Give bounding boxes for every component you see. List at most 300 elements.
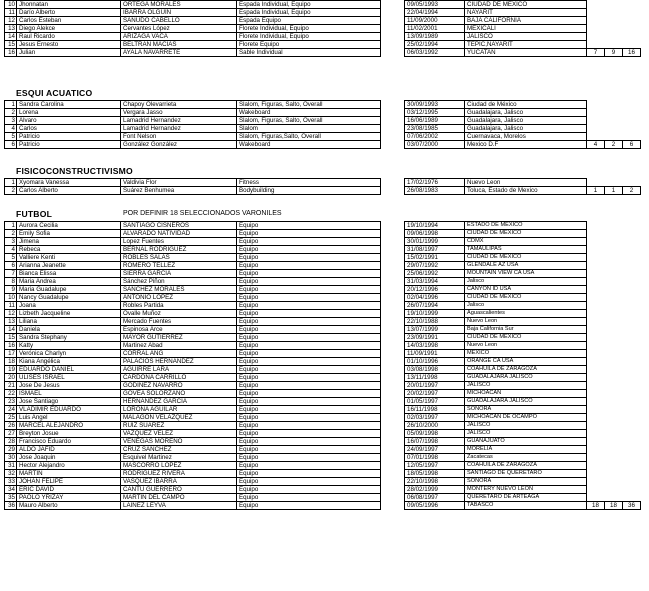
last-name-cell: IBARRA OLGUIN bbox=[121, 9, 237, 17]
birth-date-cell: 20/02/1997 bbox=[405, 390, 465, 398]
empty-cell bbox=[623, 390, 641, 398]
last-name-cell: PALACIOS HERNANDEZ bbox=[121, 358, 237, 366]
table-row bbox=[5, 179, 641, 187]
empty-cell bbox=[623, 438, 641, 446]
last-name-cell: MARTIN DEL CAMPO bbox=[121, 494, 237, 502]
table-row bbox=[5, 25, 641, 33]
row-number: 6 bbox=[5, 262, 17, 270]
empty-cell bbox=[623, 286, 641, 294]
empty-cell bbox=[587, 179, 605, 187]
empty-cell bbox=[623, 366, 641, 374]
row-number: 17 bbox=[5, 350, 17, 358]
first-name-cell: Kiana Angélica bbox=[17, 358, 121, 366]
event-cell: Espada Equipo bbox=[237, 17, 381, 25]
row-number: 1 bbox=[5, 101, 17, 109]
last-name-cell: AYALA NAVARRETE bbox=[121, 49, 237, 57]
birth-date-cell: 20/01/1997 bbox=[405, 382, 465, 390]
birth-date-cell: 25/06/1992 bbox=[405, 270, 465, 278]
birthplace-cell: JALISCO bbox=[465, 382, 587, 390]
empty-cell bbox=[587, 246, 605, 254]
last-name-cell: CARDONA CARRILLO bbox=[121, 374, 237, 382]
spacer-cell bbox=[381, 430, 405, 438]
row-number: 16 bbox=[5, 342, 17, 350]
first-name-cell: Sandra Carolina bbox=[17, 101, 121, 109]
table-row bbox=[5, 246, 641, 254]
first-name-cell: Patricio bbox=[17, 141, 121, 149]
spacer-cell bbox=[381, 374, 405, 382]
empty-cell bbox=[623, 326, 641, 334]
empty-cell bbox=[605, 326, 623, 334]
birth-date-cell: 03/08/1998 bbox=[405, 366, 465, 374]
last-name-cell: Esquivel Martinez bbox=[121, 454, 237, 462]
birth-date-cell: 22/04/1994 bbox=[405, 9, 465, 17]
spacer-cell bbox=[381, 350, 405, 358]
table-row bbox=[5, 41, 641, 49]
table-row bbox=[5, 238, 641, 246]
spacer-cell bbox=[381, 270, 405, 278]
empty-cell bbox=[623, 25, 641, 33]
empty-cell bbox=[587, 222, 605, 230]
table-row bbox=[5, 141, 641, 149]
birth-date-cell: 15/02/1991 bbox=[405, 254, 465, 262]
table-row bbox=[5, 382, 641, 390]
empty-cell bbox=[605, 294, 623, 302]
birthplace-cell: CANYON ID USA bbox=[465, 286, 587, 294]
event-cell: Equipo bbox=[237, 366, 381, 374]
birthplace-cell: MICHOACAN bbox=[465, 390, 587, 398]
empty-cell bbox=[587, 101, 605, 109]
event-cell: Sable Individual bbox=[237, 49, 381, 57]
first-name-cell: Maria Andrea bbox=[17, 278, 121, 286]
birthplace-cell: COAHUILA DE ZARAGOZA bbox=[465, 462, 587, 470]
birthplace-cell: TEPIC,NAYARIT bbox=[465, 41, 587, 49]
birthplace-cell: Aguascalientes bbox=[465, 310, 587, 318]
empty-cell bbox=[587, 270, 605, 278]
birthplace-cell: TABASCO bbox=[465, 502, 587, 510]
birth-date-cell: 13/07/1999 bbox=[405, 326, 465, 334]
event-cell: Equipo bbox=[237, 254, 381, 262]
empty-cell bbox=[587, 470, 605, 478]
event-cell: Equipo bbox=[237, 502, 381, 510]
spacer-cell bbox=[381, 262, 405, 270]
event-cell: Equipo bbox=[237, 470, 381, 478]
birth-date-cell: 16/06/1989 bbox=[405, 117, 465, 125]
event-cell: Equipo bbox=[237, 358, 381, 366]
birthplace-cell: CIUDAD DE MEXICO bbox=[465, 230, 587, 238]
spacer-cell bbox=[381, 109, 405, 117]
event-cell: Equipo bbox=[237, 318, 381, 326]
table-row bbox=[5, 286, 641, 294]
empty-cell bbox=[623, 430, 641, 438]
birthplace-cell: MICHOACAN DE OCAMPO bbox=[465, 414, 587, 422]
birth-date-cell: 20/12/1996 bbox=[405, 286, 465, 294]
spacer-cell bbox=[381, 398, 405, 406]
first-name-cell: Carlos Esteban bbox=[17, 17, 121, 25]
event-cell: Equipo bbox=[237, 342, 381, 350]
table-row bbox=[5, 470, 641, 478]
table-row bbox=[5, 262, 641, 270]
empty-cell bbox=[587, 326, 605, 334]
birthplace-cell: Nuevo Leon bbox=[465, 318, 587, 326]
event-cell: Wakeboard bbox=[237, 109, 381, 117]
row-number: 27 bbox=[5, 430, 17, 438]
spacer-cell bbox=[381, 334, 405, 342]
section-title-futbol: FUTBOL bbox=[16, 209, 53, 219]
birth-date-cell: 06/08/1997 bbox=[405, 494, 465, 502]
last-name-cell: BELTRAN MACIAS bbox=[121, 41, 237, 49]
table-row bbox=[5, 462, 641, 470]
first-name-cell: Bianca Elissa bbox=[17, 270, 121, 278]
empty-cell bbox=[605, 125, 623, 133]
birthplace-cell: Cuernavaca, Morelos bbox=[465, 133, 587, 141]
spacer-cell bbox=[381, 406, 405, 414]
spacer-cell bbox=[381, 238, 405, 246]
birthplace-cell: GUANAJUATO bbox=[465, 438, 587, 446]
last-name-cell: VASQUEZ IBARRA bbox=[121, 478, 237, 486]
table-row bbox=[5, 390, 641, 398]
empty-cell bbox=[623, 179, 641, 187]
row-number: 14 bbox=[5, 33, 17, 41]
spacer-cell bbox=[381, 366, 405, 374]
empty-cell bbox=[623, 1, 641, 9]
spacer-cell bbox=[381, 438, 405, 446]
empty-cell bbox=[605, 486, 623, 494]
spacer-cell bbox=[381, 254, 405, 262]
birthplace-cell: Nuevo Leon bbox=[465, 342, 587, 350]
row-number: 10 bbox=[5, 294, 17, 302]
table-row bbox=[5, 502, 641, 510]
row-number: 8 bbox=[5, 278, 17, 286]
birthplace-cell: QUERETARO DE ARTEAGA bbox=[465, 494, 587, 502]
row-number: 5 bbox=[5, 133, 17, 141]
birth-date-cell: 19/10/1999 bbox=[405, 310, 465, 318]
empty-cell bbox=[587, 462, 605, 470]
first-name-cell: Jimena bbox=[17, 238, 121, 246]
empty-cell bbox=[587, 334, 605, 342]
row-number: 35 bbox=[5, 494, 17, 502]
spacer-cell bbox=[381, 49, 405, 57]
table-row bbox=[5, 326, 641, 334]
empty-cell bbox=[623, 109, 641, 117]
row-number: 2 bbox=[5, 187, 17, 195]
table-row bbox=[5, 270, 641, 278]
first-name-cell: PAOLO YRIZAY bbox=[17, 494, 121, 502]
empty-cell bbox=[623, 278, 641, 286]
last-name-cell: Sánchez Piñon bbox=[121, 278, 237, 286]
last-name-cell: Valdivia Flor bbox=[121, 179, 237, 187]
empty-cell bbox=[587, 9, 605, 17]
first-name-cell: Katty bbox=[17, 342, 121, 350]
futbol-table bbox=[4, 221, 641, 510]
row-number: 5 bbox=[5, 254, 17, 262]
event-cell: Equipo bbox=[237, 350, 381, 358]
row-number: 9 bbox=[5, 286, 17, 294]
empty-cell bbox=[605, 430, 623, 438]
event-cell: Slalom, Figuras, Salto, Overall bbox=[237, 117, 381, 125]
last-name-cell: ARIZAGA VACA bbox=[121, 33, 237, 41]
event-cell: Equipo bbox=[237, 374, 381, 382]
birth-date-cell: 23/09/1991 bbox=[405, 334, 465, 342]
empty-cell bbox=[623, 414, 641, 422]
table-row bbox=[5, 222, 641, 230]
empty-cell bbox=[623, 222, 641, 230]
table-row bbox=[5, 17, 641, 25]
birth-date-cell: 02/03/1997 bbox=[405, 414, 465, 422]
empty-cell bbox=[587, 286, 605, 294]
empty-cell bbox=[587, 238, 605, 246]
table-row bbox=[5, 422, 641, 430]
empty-cell bbox=[587, 117, 605, 125]
row-number: 22 bbox=[5, 390, 17, 398]
empty-cell bbox=[587, 366, 605, 374]
row-number: 30 bbox=[5, 454, 17, 462]
row-number: 1 bbox=[5, 179, 17, 187]
table-row bbox=[5, 350, 641, 358]
empty-cell bbox=[623, 374, 641, 382]
event-cell: Equipo bbox=[237, 398, 381, 406]
spacer-cell bbox=[381, 246, 405, 254]
empty-cell bbox=[605, 390, 623, 398]
first-name-cell: Rebeca bbox=[17, 246, 121, 254]
event-cell: Equipo bbox=[237, 310, 381, 318]
last-name-cell: MALAGON VELAZQUEZ bbox=[121, 414, 237, 422]
first-name-cell: ERIC DAVID bbox=[17, 486, 121, 494]
empty-cell bbox=[623, 230, 641, 238]
empty-cell bbox=[623, 422, 641, 430]
row-number: 26 bbox=[5, 422, 17, 430]
event-cell: Equipo bbox=[237, 382, 381, 390]
empty-cell bbox=[623, 494, 641, 502]
empty-cell bbox=[587, 422, 605, 430]
first-name-cell: MARCEL ALEJANDRO bbox=[17, 422, 121, 430]
empty-cell bbox=[587, 390, 605, 398]
empty-cell bbox=[587, 358, 605, 366]
empty-cell bbox=[605, 446, 623, 454]
table-row bbox=[5, 310, 641, 318]
last-name-cell: ANTONIO LOPEZ bbox=[121, 294, 237, 302]
birthplace-cell: MORELIA bbox=[465, 446, 587, 454]
last-name-cell: ORTEGA MORALES bbox=[121, 1, 237, 9]
birth-date-cell: 01/05/1997 bbox=[405, 398, 465, 406]
birth-date-cell: 16/11/1998 bbox=[405, 406, 465, 414]
birthplace-cell: MONTERY NUEVO LEON bbox=[465, 486, 587, 494]
birth-date-cell: 28/02/1999 bbox=[405, 486, 465, 494]
total-cell: 6 bbox=[623, 141, 641, 149]
last-name-cell: RUIZ SUAREZ bbox=[121, 422, 237, 430]
table-row bbox=[5, 478, 641, 486]
spacer-cell bbox=[381, 9, 405, 17]
empty-cell bbox=[605, 358, 623, 366]
event-cell: Equipo bbox=[237, 406, 381, 414]
event-cell: Equipo bbox=[237, 334, 381, 342]
birth-date-cell: 30/01/1999 bbox=[405, 238, 465, 246]
empty-cell bbox=[623, 294, 641, 302]
empty-cell bbox=[623, 246, 641, 254]
birth-date-cell: 11/09/2000 bbox=[405, 17, 465, 25]
last-name-cell: HERNANDEZ GARCIA bbox=[121, 398, 237, 406]
last-name-cell: Ovalle Muñoz bbox=[121, 310, 237, 318]
table-row bbox=[5, 446, 641, 454]
spacer-cell bbox=[381, 462, 405, 470]
spacer-cell bbox=[381, 390, 405, 398]
birthplace-cell: YUCATAN bbox=[465, 49, 587, 57]
first-name-cell: Alvaro bbox=[17, 117, 121, 125]
birth-date-cell: 29/07/1992 bbox=[405, 262, 465, 270]
table-row bbox=[5, 342, 641, 350]
spacer-cell bbox=[381, 414, 405, 422]
first-name-cell: MARTIN bbox=[17, 470, 121, 478]
spacer-cell bbox=[381, 494, 405, 502]
birthplace-cell: Baja California Sur bbox=[465, 326, 587, 334]
table-row bbox=[5, 318, 641, 326]
event-cell: Equipo bbox=[237, 238, 381, 246]
spacer-cell bbox=[381, 286, 405, 294]
birthplace-cell: JALISCO bbox=[465, 33, 587, 41]
empty-cell bbox=[623, 398, 641, 406]
event-cell: Equipo bbox=[237, 222, 381, 230]
empty-cell bbox=[605, 334, 623, 342]
event-cell: Equipo bbox=[237, 390, 381, 398]
spacer-cell bbox=[381, 117, 405, 125]
empty-cell bbox=[587, 374, 605, 382]
empty-cell bbox=[623, 342, 641, 350]
last-name-cell: MASCORRO LOPEZ bbox=[121, 462, 237, 470]
empty-cell bbox=[605, 462, 623, 470]
empty-cell bbox=[605, 254, 623, 262]
total-cell: 18 bbox=[587, 502, 605, 510]
row-number: 16 bbox=[5, 49, 17, 57]
birthplace-cell: Toluca, Estado de Mexico bbox=[465, 187, 587, 195]
row-number: 4 bbox=[5, 125, 17, 133]
empty-cell bbox=[623, 262, 641, 270]
total-cell: 7 bbox=[587, 49, 605, 57]
last-name-cell: Lamadrid Hernandez bbox=[121, 125, 237, 133]
birthplace-cell: SONORA bbox=[465, 478, 587, 486]
row-number: 10 bbox=[5, 1, 17, 9]
last-name-cell: Font Nelson bbox=[121, 133, 237, 141]
row-number: 3 bbox=[5, 117, 17, 125]
table-row bbox=[5, 398, 641, 406]
empty-cell bbox=[623, 117, 641, 125]
table-row bbox=[5, 302, 641, 310]
empty-cell bbox=[605, 422, 623, 430]
last-name-cell: SANCHEZ MORALES bbox=[121, 286, 237, 294]
total-cell: 1 bbox=[587, 187, 605, 195]
first-name-cell: Xyomara Vanessa bbox=[17, 179, 121, 187]
birth-date-cell: 03/12/1995 bbox=[405, 109, 465, 117]
empty-cell bbox=[623, 33, 641, 41]
birth-date-cell: 16/07/1998 bbox=[405, 438, 465, 446]
birth-date-cell: 24/09/1997 bbox=[405, 446, 465, 454]
last-name-cell: Lopez Fuentes bbox=[121, 238, 237, 246]
table-row bbox=[5, 358, 641, 366]
first-name-cell: Carlos Alberto bbox=[17, 187, 121, 195]
empty-cell bbox=[605, 25, 623, 33]
empty-cell bbox=[605, 438, 623, 446]
birth-date-cell: 03/07/2000 bbox=[405, 141, 465, 149]
birthplace-cell: TAMAULIPAS bbox=[465, 246, 587, 254]
empty-cell bbox=[587, 230, 605, 238]
empty-cell bbox=[605, 302, 623, 310]
birth-date-cell: 11/02/2001 bbox=[405, 25, 465, 33]
empty-cell bbox=[605, 230, 623, 238]
total-cell: 16 bbox=[623, 49, 641, 57]
last-name-cell: CANTU GUERRERO bbox=[121, 486, 237, 494]
empty-cell bbox=[623, 478, 641, 486]
birthplace-cell: MEXICALI bbox=[465, 25, 587, 33]
birth-date-cell: 13/11/1998 bbox=[405, 374, 465, 382]
event-cell: Equipo bbox=[237, 270, 381, 278]
table-row bbox=[5, 117, 641, 125]
first-name-cell: Patricio bbox=[17, 133, 121, 141]
spacer-cell bbox=[381, 382, 405, 390]
empty-cell bbox=[605, 350, 623, 358]
last-name-cell: Lamadrid Hernandez bbox=[121, 117, 237, 125]
birth-date-cell: 31/03/1994 bbox=[405, 278, 465, 286]
table-row bbox=[5, 33, 641, 41]
empty-cell bbox=[605, 238, 623, 246]
spacer-cell bbox=[381, 294, 405, 302]
empty-cell bbox=[587, 41, 605, 49]
table-row bbox=[5, 49, 641, 57]
empty-cell bbox=[605, 366, 623, 374]
birth-date-cell: 05/09/1998 bbox=[405, 430, 465, 438]
spacer-cell bbox=[381, 179, 405, 187]
empty-cell bbox=[605, 9, 623, 17]
row-number: 2 bbox=[5, 230, 17, 238]
row-number: 7 bbox=[5, 270, 17, 278]
event-cell: Equipo bbox=[237, 302, 381, 310]
event-cell: Equipo bbox=[237, 462, 381, 470]
last-name-cell: BERNAL RODRIGUEZ bbox=[121, 246, 237, 254]
birthplace-cell: Zacatecas bbox=[465, 454, 587, 462]
total-cell: 18 bbox=[605, 502, 623, 510]
empty-cell bbox=[587, 302, 605, 310]
table-row bbox=[5, 109, 641, 117]
last-name-cell: ALVARADO NATIVIDAD bbox=[121, 230, 237, 238]
last-name-cell: GOVEA SOLORZANO bbox=[121, 390, 237, 398]
empty-cell bbox=[605, 286, 623, 294]
empty-cell bbox=[605, 374, 623, 382]
section-title-fisico: FISICOCONSTRUCTIVISMO bbox=[16, 166, 133, 176]
event-cell: Espada Individual, Equipo bbox=[237, 1, 381, 9]
birthplace-cell: MOUNTAIN VIEW CA USA bbox=[465, 270, 587, 278]
row-number: 21 bbox=[5, 382, 17, 390]
row-number: 29 bbox=[5, 446, 17, 454]
birth-date-cell: 14/03/1998 bbox=[405, 342, 465, 350]
first-name-cell: Daniela bbox=[17, 326, 121, 334]
last-name-cell: RODRIGUEZ RIVERA bbox=[121, 470, 237, 478]
last-name-cell: LOROÑA AGUILAR bbox=[121, 406, 237, 414]
first-name-cell: Jose Joaquin bbox=[17, 454, 121, 462]
birthplace-cell: NAYARIT bbox=[465, 9, 587, 17]
birthplace-cell: Mexico D.F bbox=[465, 141, 587, 149]
event-cell: Bodybuilding bbox=[237, 187, 381, 195]
spacer-cell bbox=[381, 125, 405, 133]
empty-cell bbox=[623, 382, 641, 390]
first-name-cell: Breyton Josue bbox=[17, 430, 121, 438]
birth-date-cell: 11/09/1991 bbox=[405, 350, 465, 358]
empty-cell bbox=[623, 101, 641, 109]
empty-cell bbox=[605, 318, 623, 326]
birth-date-cell: 02/04/1996 bbox=[405, 294, 465, 302]
event-cell: Slalom, Figuras, Salto, Overall bbox=[237, 101, 381, 109]
birth-date-cell: 31/08/1997 bbox=[405, 246, 465, 254]
spacer-cell bbox=[381, 141, 405, 149]
birthplace-cell: Jalisco bbox=[465, 278, 587, 286]
first-name-cell: Jesus Ernesto bbox=[17, 41, 121, 49]
event-cell: Wakeboard bbox=[237, 141, 381, 149]
